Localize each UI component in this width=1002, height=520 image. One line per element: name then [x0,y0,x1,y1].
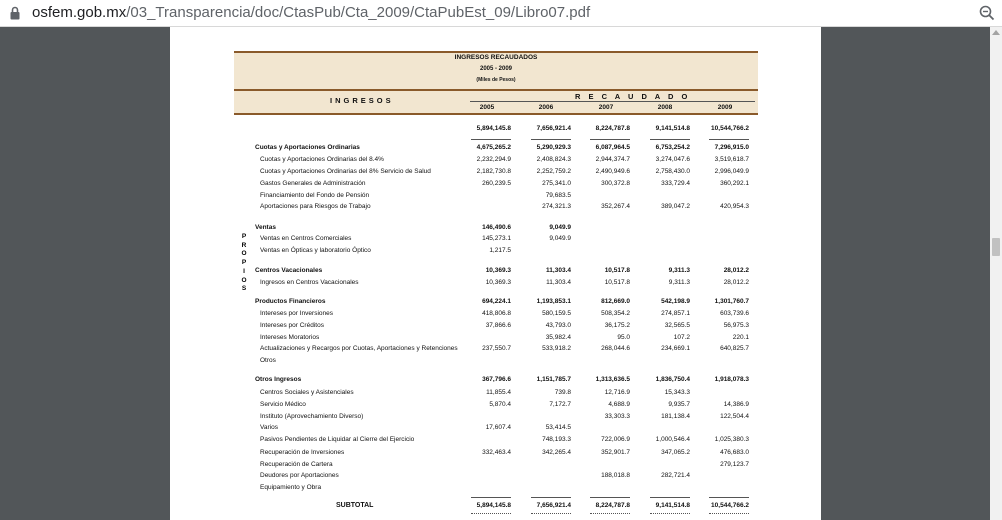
cell-value: 37,866.6 [485,322,511,329]
cell-value: 812,669.0 [601,298,630,305]
cell-value: 11,303.4 [546,279,571,286]
cell-value: 476,683.0 [720,449,749,456]
cell-value: 5,290,929.3 [536,144,571,151]
cell-value: 10,369.3 [485,279,511,286]
section-rule [650,139,690,140]
cell-value: 32,565.5 [664,322,690,329]
cell-value: 260,239.5 [482,180,511,187]
cell-value: 1,918,078.3 [714,376,749,383]
subtotal-value: 8,224,787.8 [595,502,630,509]
row-label: Financiamiento del Fondo de Pensión [260,192,370,199]
cell-value: 28,012.2 [723,279,749,286]
cell-value: 282,721.4 [661,472,690,479]
subtotal-rule [531,497,571,498]
row-label: Intereses por Créditos [260,322,324,329]
cell-value: 418,806.8 [482,310,511,317]
cell-value: 275,341.0 [542,180,571,187]
row-label: Cuotas y Aportaciones Ordinarias [255,144,360,151]
cell-value: 11,855.4 [486,389,511,396]
row-label: Ingresos en Centros Vacacionales [260,279,359,286]
row-label: Productos Financieros [255,298,326,305]
year-header: 2009 [717,104,733,111]
row-label: Instituto (Aprovechamiento Diverso) [260,413,364,420]
cell-value: 300,372.8 [601,180,630,187]
vertical-scrollbar[interactable] [990,27,1002,520]
cell-value: 268,044.6 [601,345,630,352]
row-label: Ventas en Ópticas y laboratorio Óptico [260,247,371,254]
cell-value: 10,544,766.2 [711,125,749,132]
cell-value: 15,343.3 [664,389,690,396]
cell-value: 6,087,964.5 [595,144,630,151]
row-label: Aportaciones para Riesgos de Trabajo [260,203,371,210]
cell-value: 10,369.3 [485,267,511,274]
cell-value: 4,688.9 [608,401,630,408]
subtotal-value: 7,656,921.4 [536,502,571,509]
cell-value: 9,049.9 [549,224,571,231]
cell-value: 9,311.3 [668,279,690,286]
cell-value: 122,504.4 [720,413,749,420]
row-label: Cuotas y Aportaciones Ordinarias del 8.4% [260,156,384,163]
cell-value: 2,758,430.0 [655,168,690,175]
cell-value: 2,408,824.3 [536,156,571,163]
cell-value: 347,065.2 [661,449,690,456]
cell-value: 12,716.9 [604,389,630,396]
subtotal-value: 10,544,766.2 [711,502,749,509]
row-label: Cuotas y Aportaciones Ordinarias del 8% Servicio de Salud [260,168,431,175]
cell-value: 1,301,760.7 [714,298,749,305]
section-rule [471,139,511,140]
year-header: 2005 [479,104,495,111]
row-label: Ventas en Centros Comerciales [260,235,352,242]
cell-value: 360,292.1 [720,180,749,187]
cell-value: 35,982.4 [545,334,571,341]
url-host: osfem.gob.mx [32,4,127,21]
cell-value: 580,159.5 [542,310,571,317]
cell-value: 9,049.9 [549,235,571,242]
row-label: Otros Ingresos [255,376,302,383]
section-rule [590,139,630,140]
cell-value: 14,386.9 [723,401,749,408]
year-header: 2008 [657,104,673,111]
cell-value: 7,296,915.0 [714,144,749,151]
year-header: 2007 [598,104,614,111]
cell-value: 342,265.4 [542,449,571,456]
cell-value: 739.8 [554,389,571,396]
cell-value: 1,313,636.5 [595,376,630,383]
row-label: Deudores por Aportaciones [260,472,339,479]
cell-value: 3,274,047.6 [655,156,690,163]
cell-value: 79,683.5 [545,192,571,199]
cell-value: 5,894,145.8 [476,125,511,132]
cell-value: 333,729.4 [661,180,690,187]
cell-value: 10,517.8 [604,279,630,286]
recaudado-underline [470,101,755,102]
cell-value: 2,252,759.2 [536,168,571,175]
row-label: Centros Sociales y Asistenciales [260,389,354,396]
side-label-letter: I [243,267,245,275]
subtotal-label: SUBTOTAL [336,502,374,509]
cell-value: 10,517.8 [604,267,630,274]
cell-value: 3,519,618.7 [714,156,749,163]
column-header-divider [234,113,758,115]
url-text[interactable] [32,4,590,21]
cell-value: 2,182,730.8 [476,168,511,175]
ingresos-column-label: INGRESOS [330,96,394,105]
cell-value: 95.0 [617,334,630,341]
cell-value: 53,414.5 [545,424,571,431]
side-label-propios [240,233,248,294]
subtotal-rule [590,497,630,498]
cell-value: 274,857.1 [661,310,690,317]
cell-value: 1,151,785.7 [536,376,571,383]
row-label: Gastos Generales de Administración [260,180,366,187]
subtotal-double-rule [531,513,571,515]
cell-value: 2,944,374.7 [595,156,630,163]
cell-value: 1,025,380.3 [714,436,749,443]
cell-value: 7,172.7 [549,401,571,408]
side-label-letter: O [241,250,247,258]
cell-value: 420,954.3 [720,203,749,210]
cell-value: 533,918.2 [542,345,571,352]
cell-value: 237,550.7 [482,345,511,352]
cell-value: 234,669.1 [661,345,690,352]
subtotal-rule [471,497,511,498]
zoom-icon[interactable] [978,4,996,22]
table-period: 2005 - 2009 [479,66,513,72]
cell-value: 28,012.2 [723,267,749,274]
cell-value: 6,753,254.2 [655,144,690,151]
cell-value: 1,193,853.1 [536,298,571,305]
side-label-letter: P [241,259,247,267]
section-rule [531,139,571,140]
cell-value: 36,175.2 [604,322,630,329]
cell-value: 33,303.3 [604,413,630,420]
cell-value: 2,996,049.9 [714,168,749,175]
row-label: Pasivos Pendientes de Liquidar al Cierre del Ejercicio [260,436,415,443]
cell-value: 748,193.3 [542,436,571,443]
row-label: Servicio Médico [260,401,306,408]
cell-value: 1,836,750.4 [655,376,690,383]
cell-value: 352,901.7 [601,449,630,456]
cell-value: 11,303.4 [546,267,571,274]
cell-value: 332,463.4 [482,449,511,456]
side-label-letter: P [241,233,247,240]
cell-value: 107.2 [673,334,690,341]
cell-value: 694,224.1 [482,298,511,305]
recaudado-group-label: R E C A U D A D O [575,92,691,101]
cell-value: 56,975.3 [723,322,749,329]
cell-value: 9,141,514.8 [655,125,690,132]
subtotal-double-rule [471,513,511,515]
subtotal-rule [650,497,690,498]
cell-value: 367,796.6 [482,376,511,383]
row-label: Equipamiento y Obra [260,484,322,491]
side-label-letter: S [241,285,247,293]
cell-value: 352,267.4 [601,203,630,210]
row-label: Ventas [255,224,276,231]
cell-value: 8,224,787.8 [595,125,630,132]
subtotal-double-rule [650,513,690,515]
side-label-letter: O [241,276,247,284]
cell-value: 9,311.3 [668,267,690,274]
cell-value: 5,870.4 [489,401,511,408]
cell-value: 146,490.6 [482,224,511,231]
row-label: Varios [260,424,278,431]
cell-value: 279,123.7 [720,461,749,468]
address-bar[interactable] [0,0,1002,27]
cell-value: 220.1 [732,334,749,341]
table-title: INGRESOS RECAUDADOS [454,54,538,61]
row-label: Recuperación de Inversiones [260,449,345,456]
cell-value: 1,000,546.4 [655,436,690,443]
cell-value: 9,935.7 [668,401,690,408]
row-label: Actualizaciones y Recargos por Cuotas, Aportaciones y Retenciones [260,345,458,352]
side-label-letter: R [241,241,247,249]
cell-value: 722,006.9 [601,436,630,443]
subtotal-double-rule [709,513,749,515]
subtotal-double-rule [590,513,630,515]
cell-value: 2,490,949.6 [595,168,630,175]
cell-value: 7,656,921.4 [536,125,571,132]
cell-value: 181,138.4 [661,413,690,420]
row-label: Intereses Moratorios [260,334,320,341]
scroll-up-arrow-icon[interactable] [992,30,1000,35]
cell-value: 2,232,294.9 [476,156,511,163]
row-label: Intereses por Inversiones [260,310,333,317]
cell-value: 542,198.9 [661,298,690,305]
url-path: /03_Transparencia/doc/CtasPub/Cta_2009/CtaPubEst_09/Libro07.pdf [126,4,591,21]
cell-value: 1,217.5 [489,247,511,254]
cell-value: 603,739.6 [720,310,749,317]
cell-value: 188,018.8 [601,472,630,479]
year-header: 2006 [538,104,554,111]
row-label: Otros [260,357,276,364]
cell-value: 640,825.7 [720,345,749,352]
section-rule [709,139,749,140]
subtotal-value: 9,141,514.8 [655,502,690,509]
cell-value: 145,273.1 [482,235,511,242]
scrollbar-thumb[interactable] [992,238,1000,256]
cell-value: 389,047.2 [661,203,690,210]
cell-value: 274,321.3 [542,203,571,210]
row-label: Centros Vacacionales [255,267,323,274]
cell-value: 17,607.4 [485,424,511,431]
table-units: (Miles de Pesos) [476,77,516,83]
cell-value: 508,354.2 [601,310,630,317]
cell-value: 43,793.0 [545,322,571,329]
subtotal-rule [709,497,749,498]
row-label: Recuperación de Cartera [260,461,333,468]
lock-icon[interactable] [9,6,21,20]
cell-value: 4,675,265.2 [476,144,511,151]
subtotal-value: 5,894,145.8 [476,502,511,509]
